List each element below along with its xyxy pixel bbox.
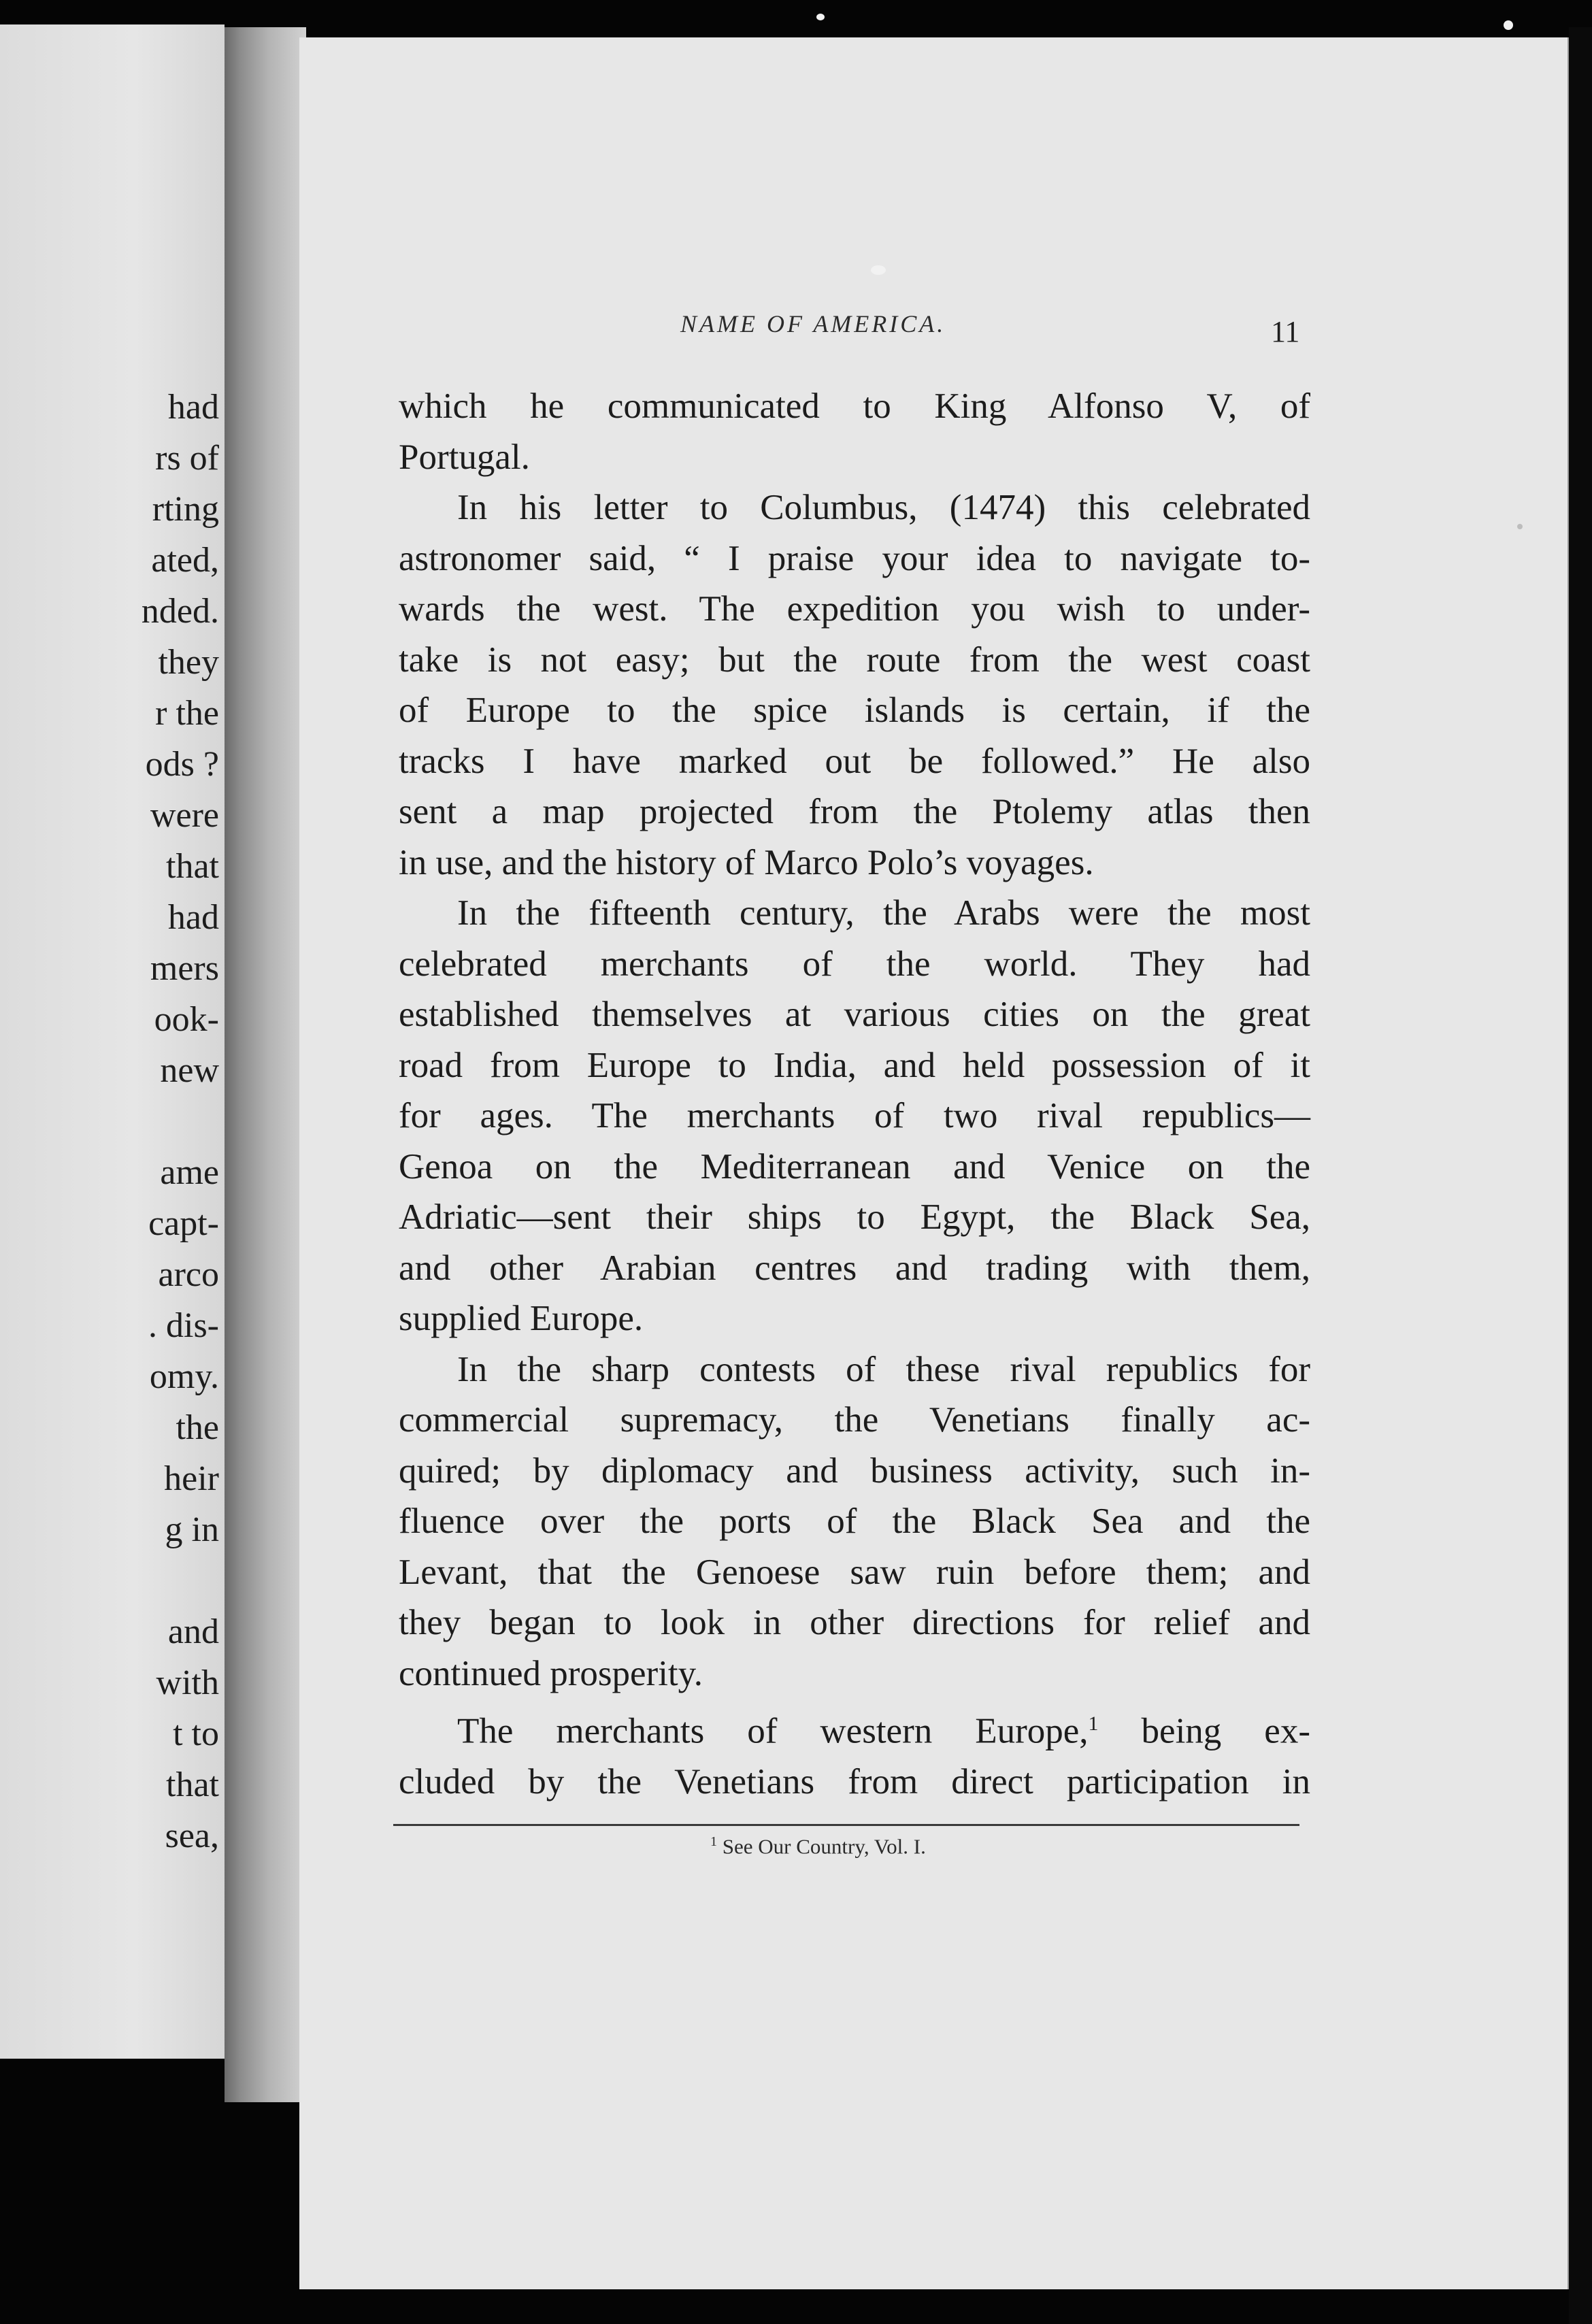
text-line: fluence over the ports of the Black Sea and the — [399, 1501, 1310, 1541]
fragment-line: that — [166, 1765, 219, 1804]
text-line: In the fifteenth century, the Arabs were the most — [457, 893, 1310, 933]
fragment-line: heir — [164, 1459, 219, 1498]
text-line: they began to look in other directions for relief and — [399, 1603, 1310, 1642]
footnote — [710, 1834, 926, 1859]
fragment-gap — [142, 1096, 219, 1147]
text-line: sent a map projected from the Ptolemy atlas then — [399, 792, 1310, 831]
fragment-line: and — [167, 1612, 219, 1651]
fragment-line: nded. — [141, 592, 219, 631]
text-line: In his letter to Columbus, (1474) this celebrated — [457, 488, 1310, 527]
text-line: in use, and the history of Marco Polo’s voyages. — [399, 842, 1094, 882]
text-line — [399, 1699, 1310, 1757]
text-line: supplied Europe. — [399, 1299, 644, 1338]
text-span: The merchants of western Europe, — [457, 1711, 1089, 1751]
fragment-line: capt- — [148, 1204, 219, 1243]
text-line: established themselves at various cities on the great — [399, 995, 1310, 1034]
text-line: Genoa on the Mediterranean and Venice on the — [399, 1146, 1310, 1186]
text-line: of Europe to the spice islands is certain, if the — [399, 691, 1310, 730]
fragment-gap — [142, 1555, 219, 1606]
text-line: Adriatic—sent their ships to Egypt, the Black Sea, — [399, 1197, 1310, 1237]
text-line: celebrated merchants of the world. They had — [399, 944, 1310, 984]
text-line: continued prosperity. — [399, 1653, 703, 1693]
text-line: quired; by diplomacy and business activity, such in- — [399, 1450, 1310, 1491]
fragment-line: ated, — [151, 541, 219, 580]
left-page-text-fragments — [142, 382, 219, 1861]
fragment-line: that — [166, 847, 219, 886]
text-span: being ex- — [1098, 1711, 1310, 1751]
fragment-line: g in — [165, 1510, 219, 1549]
text-line: In the sharp contests of these rival republics for — [457, 1349, 1310, 1389]
fragment-line: were — [150, 796, 219, 835]
text-line: road from Europe to India, and held possession of it — [399, 1045, 1310, 1085]
text-line: Portugal. — [399, 437, 530, 477]
fragment-line: ods ? — [145, 745, 219, 784]
dust-speck — [1504, 20, 1513, 30]
text-line: commercial supremacy, the Venetians finally ac- — [399, 1400, 1310, 1440]
fragment-line: r the — [155, 694, 219, 733]
fragment-line: rting — [152, 490, 219, 529]
text-line: cluded by the Venetians from direct participation in — [399, 1762, 1310, 1802]
text-line: wards the west. The expedition you wish to under- — [399, 589, 1310, 629]
text-line: and other Arabian centres and trading with them, — [399, 1248, 1310, 1288]
text-line: tracks I have marked out be followed.” He also — [399, 741, 1310, 781]
fragment-line: had — [167, 898, 219, 937]
page-edge-shadow — [1569, 27, 1592, 2324]
body-text — [399, 381, 1310, 1808]
running-head: NAME OF AMERICA. — [680, 310, 946, 337]
fragment-line: sea, — [165, 1816, 219, 1855]
footnote-rule — [393, 1824, 1299, 1826]
text-line: which he communicated to King Alfonso V, of — [399, 386, 1310, 426]
fragment-line: omy. — [149, 1357, 219, 1396]
dust-speck — [1517, 524, 1523, 529]
dust-speck — [871, 265, 886, 275]
fragment-line: . dis- — [148, 1306, 219, 1345]
text-line: for ages. The merchants of two rival republics— — [399, 1096, 1310, 1135]
fragment-line: ook- — [154, 1000, 219, 1039]
fragment-line: ame — [160, 1153, 219, 1192]
fragment-line: arco — [158, 1255, 219, 1294]
fragment-line: with — [156, 1663, 219, 1702]
fragment-line: mers — [150, 949, 219, 988]
text-line: take is not easy; but the route from the west coast — [399, 640, 1310, 680]
page-number: 11 — [1271, 315, 1300, 348]
footnote-mark: 1 — [710, 1834, 717, 1849]
text-line: astronomer said, “ I praise your idea to navigate to- — [399, 538, 1310, 578]
fragment-line: the — [176, 1408, 219, 1447]
fragment-line: they — [158, 643, 219, 682]
footnote-reference: 1 — [1088, 1712, 1099, 1735]
dust-speck — [816, 14, 825, 20]
book-gutter-shadow — [225, 27, 306, 2102]
fragment-line: had — [167, 388, 219, 427]
text-line: Levant, that the Genoese saw ruin before them; and — [399, 1552, 1310, 1592]
footnote-text: See Our Country, Vol. I. — [717, 1834, 926, 1859]
fragment-line: new — [160, 1051, 219, 1090]
fragment-line: t to — [173, 1714, 219, 1753]
left-facing-page — [0, 24, 225, 2059]
fragment-line: rs of — [155, 439, 219, 478]
